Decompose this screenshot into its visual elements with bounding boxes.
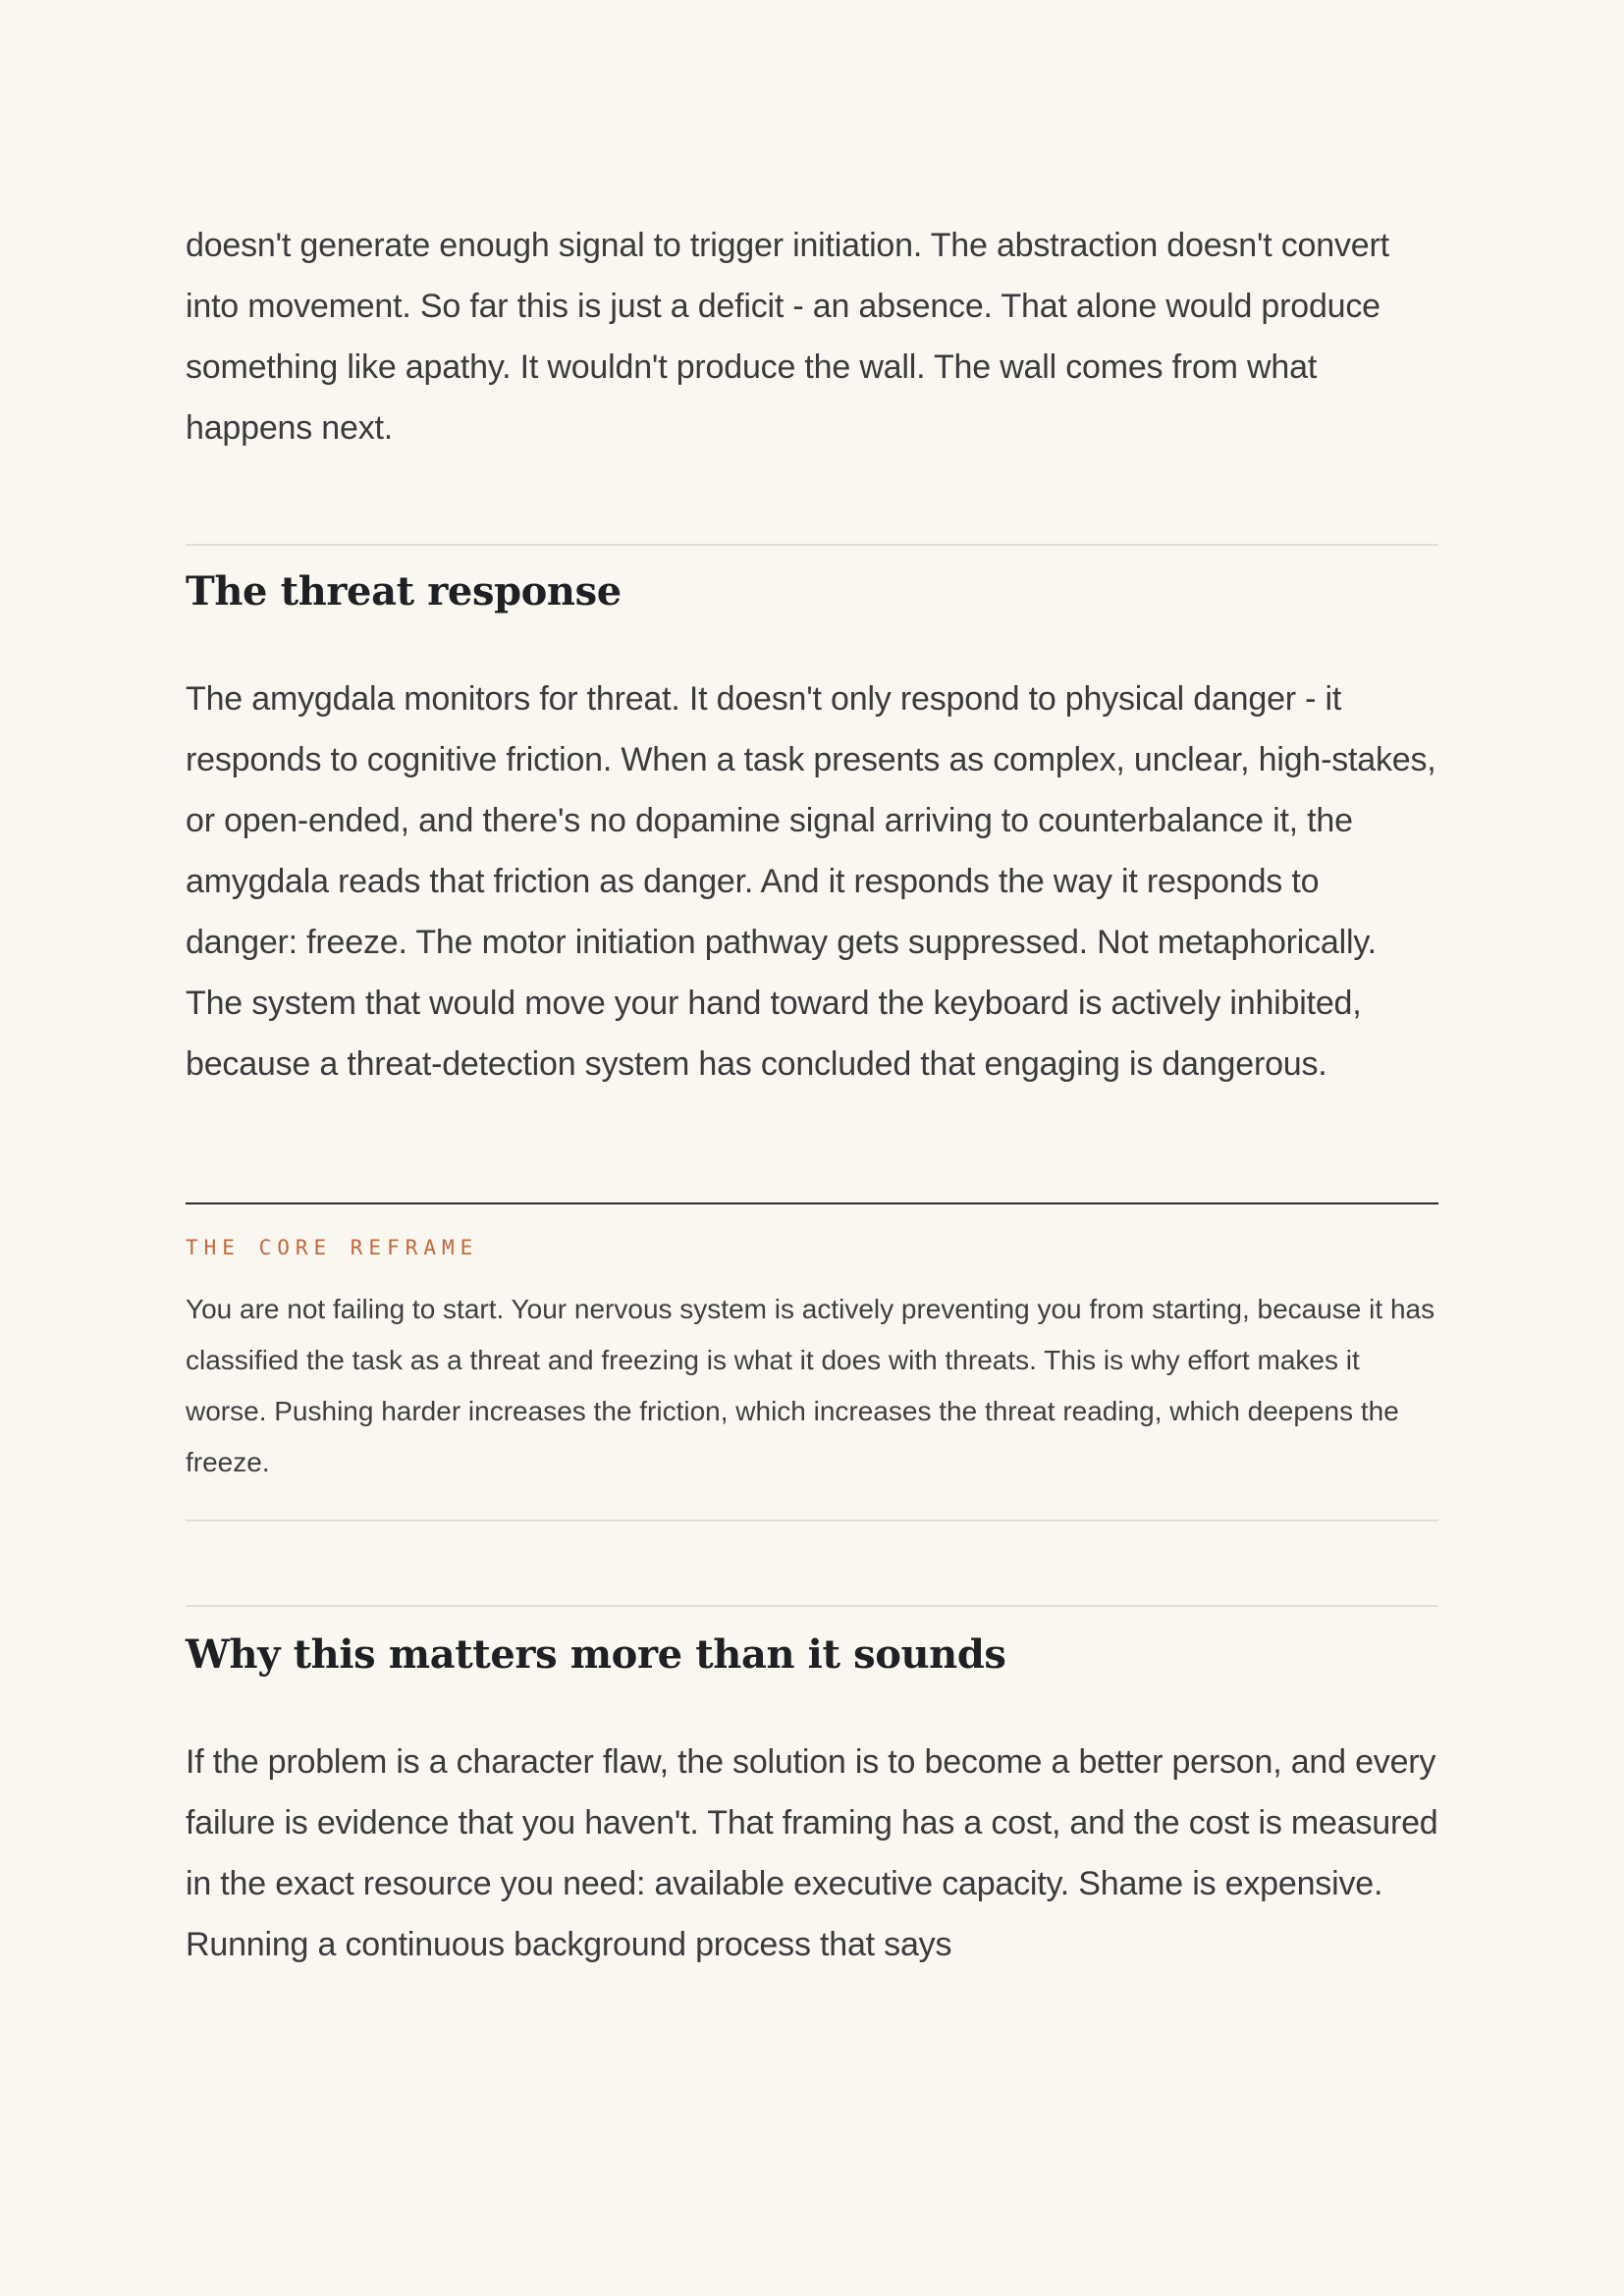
- matters-paragraph: If the problem is a character flaw, the solution is to become a better person, and every failure is evidence that you haven't. That framing has a cost, and the cost is measured in the exact resource you need: available executive capacity. Shame is expensive. Running a continuous background process that says: [186, 1743, 1438, 1963]
- callout-bottom-rule: [186, 1520, 1438, 1522]
- section-divider: [186, 1605, 1438, 1607]
- section-heading-why-this-matters: Why this matters more than it sounds: [186, 1631, 1006, 1678]
- callout-label: THE CORE REFRAME: [186, 1236, 479, 1259]
- section-divider: [186, 544, 1438, 546]
- intro-paragraph: doesn't generate enough signal to trigger initiation. The abstraction doesn't convert into movement. So far this is just a deficit - an absence. That alone would produce something like apathy. It wouldn't produce the wall. The wall comes from what happens next.: [186, 227, 1389, 447]
- section-heading-threat-response: The threat response: [186, 568, 622, 614]
- callout-body: You are not failing to start. Your nervous system is actively preventing you from starting, because it has classified the task as a threat and freezing is what it does with threats. This is why effort makes it worse. Pushing harder increases the friction, which increases the threat reading, which deepens the freeze.: [186, 1294, 1435, 1477]
- threat-paragraph: The amygdala monitors for threat. It doesn't only respond to physical danger - it responds to cognitive friction. When a task presents as complex, unclear, high-stakes, or open-ended, and there's no dopamine signal arriving to counterbalance it, the amygdala reads that friction as danger. And it responds the way it responds to danger: freeze. The motor initiation pathway gets suppressed. Not metaphorically. The system that would move your hand toward the keyboard is actively inhibited, because a threat-detection system has concluded that engaging is dangerous.: [186, 680, 1436, 1083]
- callout-top-rule: [186, 1202, 1438, 1204]
